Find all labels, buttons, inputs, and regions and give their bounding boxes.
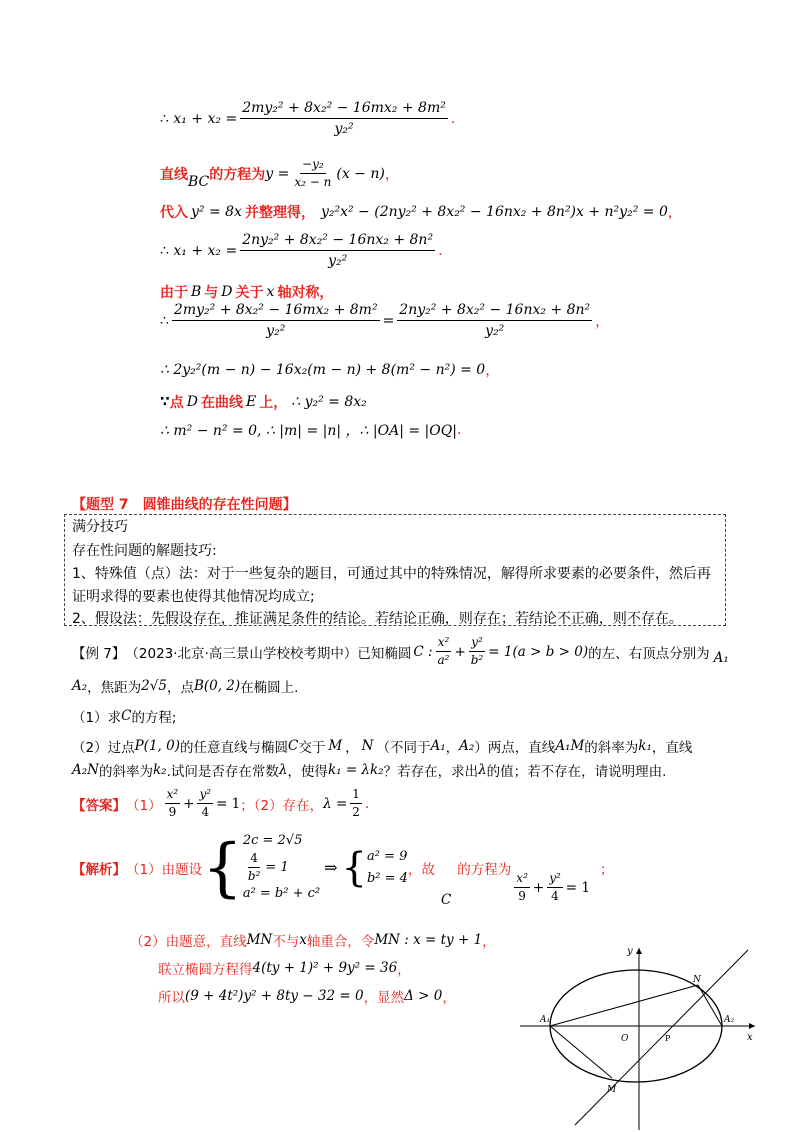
text: 交于 [298,740,326,756]
fraction [240,232,435,269]
line-na2 [698,985,722,1026]
fraction [436,636,452,667]
math: λ [478,762,487,778]
equation: 2c = 2√5 [242,833,303,848]
text: 的任意直线与椭圆 [179,740,288,756]
sum-lhs: x₁ + x₂ = [173,110,238,127]
text: .试问是否存在常数 [166,764,279,780]
math: Δ > 0 [404,988,443,1004]
denominator: 4 [551,889,559,903]
denominator: 9 [168,805,177,819]
numerator: 4 [248,852,260,868]
text: ；（2）存在， [240,797,324,814]
text: 轴重合，令 [306,934,375,950]
math-bc: BC [188,173,210,190]
ellipse-figure [515,940,760,1130]
punct: ， [485,363,500,379]
numerator: 2my₂² + 8x₂² − 16mx₂ + 8m² [172,302,380,321]
text: （2）过点 [72,740,135,756]
punct: ， [397,962,411,978]
x-axis-arrow [749,1023,755,1029]
therefore-symbol: ∴ [160,110,169,127]
math: C : [413,643,433,660]
text: ）两点，直线 [474,740,556,756]
text: （不同于 [376,740,431,756]
derivation-line-5 [160,282,333,302]
math: ∴ m² − n² = 0, ∴ |m| = |n| ，∴ |OA| = |OQ| [160,423,457,439]
question-1 [72,706,177,726]
math: = 1(a > b > 0) [488,643,589,660]
math: y₂²x² − (2ny₂² + 8x₂² − 16nx₂ + 8n²)x + n²y₂² = 0 [320,204,668,220]
text: ，显然 [363,990,405,1006]
example-line-1 [72,636,729,667]
text: 代入 [160,205,188,221]
math: C [121,708,132,724]
math: = 1 [265,859,289,875]
text: 与 [204,285,219,301]
a2-label: A₂ [724,1015,735,1025]
text: 不与 [272,934,300,950]
text: ， [445,740,460,756]
origin-label: O [621,1034,629,1044]
result-system [367,846,408,890]
fraction [197,788,213,819]
denominator: a² [437,653,450,667]
equation: a² = 9 [366,848,408,864]
text: 直线 [160,166,188,183]
math: A₂N [72,762,99,778]
math: D [221,284,233,300]
text: 的左、右顶点分别为 [588,645,710,662]
denominator: 9 [518,889,526,903]
tips-line-2: 1、特殊值（点）法：对于一些复杂的题目，可通过其中的特殊情况，解得所求要素的必要条件，然后再 [72,566,711,582]
text: ， [345,740,359,756]
y-label: y [627,946,633,957]
math: A₁M [555,738,585,754]
fraction [397,302,592,339]
fraction [469,636,486,667]
math: k₁ = λk₂ [327,762,384,778]
text: ？若存在，求出 [383,764,479,780]
punct: ， [667,205,682,221]
example-label: 【例 7】 [72,645,126,662]
text: （2）由题意，直线 [130,934,247,950]
math: (9 + 4t²)y² + 8ty − 32 = 0 [185,988,364,1004]
fraction [172,302,380,339]
fraction [350,788,362,819]
analysis-line-3 [158,958,411,978]
tips-title: 满分技巧 [72,519,128,535]
numerator: y² [469,636,485,652]
denominator: b² [247,869,261,883]
because-symbol: ∵ [160,394,170,410]
analysis-label: 【解析】 [72,861,126,878]
punct: ， [482,934,496,950]
analysis-line-1 [72,830,614,908]
math: λ = [323,795,348,812]
derivation-line-1 [160,100,455,137]
answer-label: 【答案】 [72,797,126,814]
text: 的方程; [131,710,177,726]
answer-line [72,788,369,819]
math: ∴ 2y₂²(m − n) − 16x₂(m − n) + 8(m² − n²) = 0 [160,362,486,378]
analysis-line-2 [130,930,496,950]
denominator: 2 [352,805,360,819]
text: （1）由题设 [126,861,203,878]
text: 的斜率为 [98,764,153,780]
text: （2023·北京·高三景山学校校考期中）已知椭圆 [125,645,412,662]
text: 在曲线 [200,395,243,411]
math: C [440,891,452,908]
denominator: b² [470,653,484,667]
punct: ， [442,990,456,1006]
text: 的值；若不存在，请说明理由. [486,764,667,780]
tips-line-3: 证明求得的要素也使得其他情况均成立; [72,589,315,605]
example-line-2 [72,676,298,696]
analysis-line-4 [158,986,456,1006]
math: B [191,284,202,300]
math: P(1, 0) [134,738,180,754]
text: 的斜率为 [584,740,639,756]
text: 的方程为 [457,861,512,878]
math: A₂ [459,738,475,754]
numerator: x² [436,636,452,652]
text: ，故 [407,861,435,878]
text: 并整理得， [244,205,315,221]
equation: a² = b² + c² [242,886,321,901]
text: 点 [169,395,184,411]
math: A₁ [713,649,729,666]
denominator: x₂ − n [294,175,332,189]
math: x [266,284,275,300]
math: 4(ty + 1)² + 9y² = 36 [252,960,398,976]
math: y² = 8x [191,204,242,220]
math: λ [278,762,288,778]
numerator: y² [197,788,213,804]
line-mn [575,950,748,1125]
question-2-line-1 [72,736,692,756]
fraction [547,872,563,903]
line-a1n [550,985,698,1026]
math: B(0, 2) [193,678,241,694]
math: C [287,738,299,754]
text: 在椭圆上. [240,680,299,696]
m-label: M [607,1085,617,1095]
left-brace: { [341,844,367,891]
numerator: x² [514,872,530,888]
therefore-symbol: ∴ [160,312,169,329]
text: 关于 [235,285,264,301]
denominator: y₂² [328,253,348,269]
x-label: x [747,1032,753,1043]
punct: ， [384,166,399,183]
derivation-line-2 [160,158,399,189]
section-title: 【题型 7 圆锥曲线的存在性问题】 [72,497,297,513]
math: = 1 [216,795,241,812]
tips-line-1: 存在性问题的解题技巧: [72,543,217,559]
derivation-line-7 [160,360,499,380]
numerator: 2ny₂² + 8x₂² − 16nx₂ + 8n² [240,232,435,251]
punct: . [438,242,443,259]
denominator: y₂² [485,323,505,339]
fraction [165,788,181,819]
text: ，焦距为 [87,680,142,696]
a1-label: A₁ [540,1015,551,1025]
text: （1） [126,797,162,814]
fraction [240,100,448,137]
text: （1）求 [72,710,122,726]
math: k₂ [152,762,167,778]
math: D [186,394,198,410]
equation-system [243,830,320,905]
math: MN : x = ty + 1 [374,932,483,948]
math: = 1 [565,879,590,896]
derivation-line-4 [160,232,443,269]
denominator: y₂² [334,121,354,137]
numerator: x² [165,788,181,804]
math: (x − n) [336,165,385,182]
implies-arrow: ⇒ [324,858,338,877]
math: y = [265,165,290,182]
tips-line-4: 2、假设法：先假设存在，推证满足条件的结论。若结论正确，则存在；若结论不正确，则不存在。 [72,611,683,627]
punct: ； [599,861,614,878]
p-label: P [665,1034,671,1043]
numerator: 1 [350,788,362,804]
math: E [245,394,257,410]
equals: = [382,312,395,329]
derivation-line-8 [160,392,367,412]
text: 所以 [158,990,185,1006]
numerator: y² [547,872,563,888]
numerator: 2my₂² + 8x₂² − 16mx₂ + 8m² [240,100,448,119]
math: 2√5 [141,678,167,694]
fraction [514,872,530,903]
equation [243,852,320,883]
text: 轴对称， [277,285,334,301]
math: x [299,932,307,948]
text: 联立椭圆方程得 [158,962,253,978]
fraction [246,852,263,883]
math: ∴ y₂² = 8x₂ [291,394,367,410]
ellipse-equation [511,872,590,903]
n-label: N [693,975,701,985]
y-axis-arrow [636,948,642,954]
numerator: −y₂ [300,158,326,174]
punct: . [456,422,462,438]
text: ，使得 [287,764,328,780]
fraction [292,158,333,189]
math: A₁ [430,738,446,754]
math: k₁ [638,738,652,754]
derivation-line-6 [160,302,609,339]
plus: + [532,879,545,896]
derivation-line-9 [160,420,461,440]
numerator: 2ny₂² + 8x₂² − 16nx₂ + 8n² [397,302,592,321]
text: 上， [259,395,288,411]
plus: + [183,795,195,812]
math: A₂ [72,678,88,694]
punct: . [450,110,456,127]
plus: + [454,643,466,660]
question-2-line-2 [72,760,666,780]
punct: . [364,795,370,812]
left-brace: { [202,830,243,905]
therefore-symbol: ∴ [160,242,169,259]
math: N [361,738,374,754]
sum-lhs: x₁ + x₂ = [173,242,238,259]
text: ，点 [166,680,194,696]
text: 由于 [160,285,188,301]
punct: ， [595,313,610,330]
denominator: 4 [201,805,210,819]
math: M [328,738,343,754]
math: MN [246,932,273,948]
equation: b² = 4 [366,870,408,886]
derivation-line-3 [160,202,682,222]
text: ，直线 [651,740,693,756]
denominator: y₂² [266,323,286,339]
text: 的方程为 [209,166,266,183]
